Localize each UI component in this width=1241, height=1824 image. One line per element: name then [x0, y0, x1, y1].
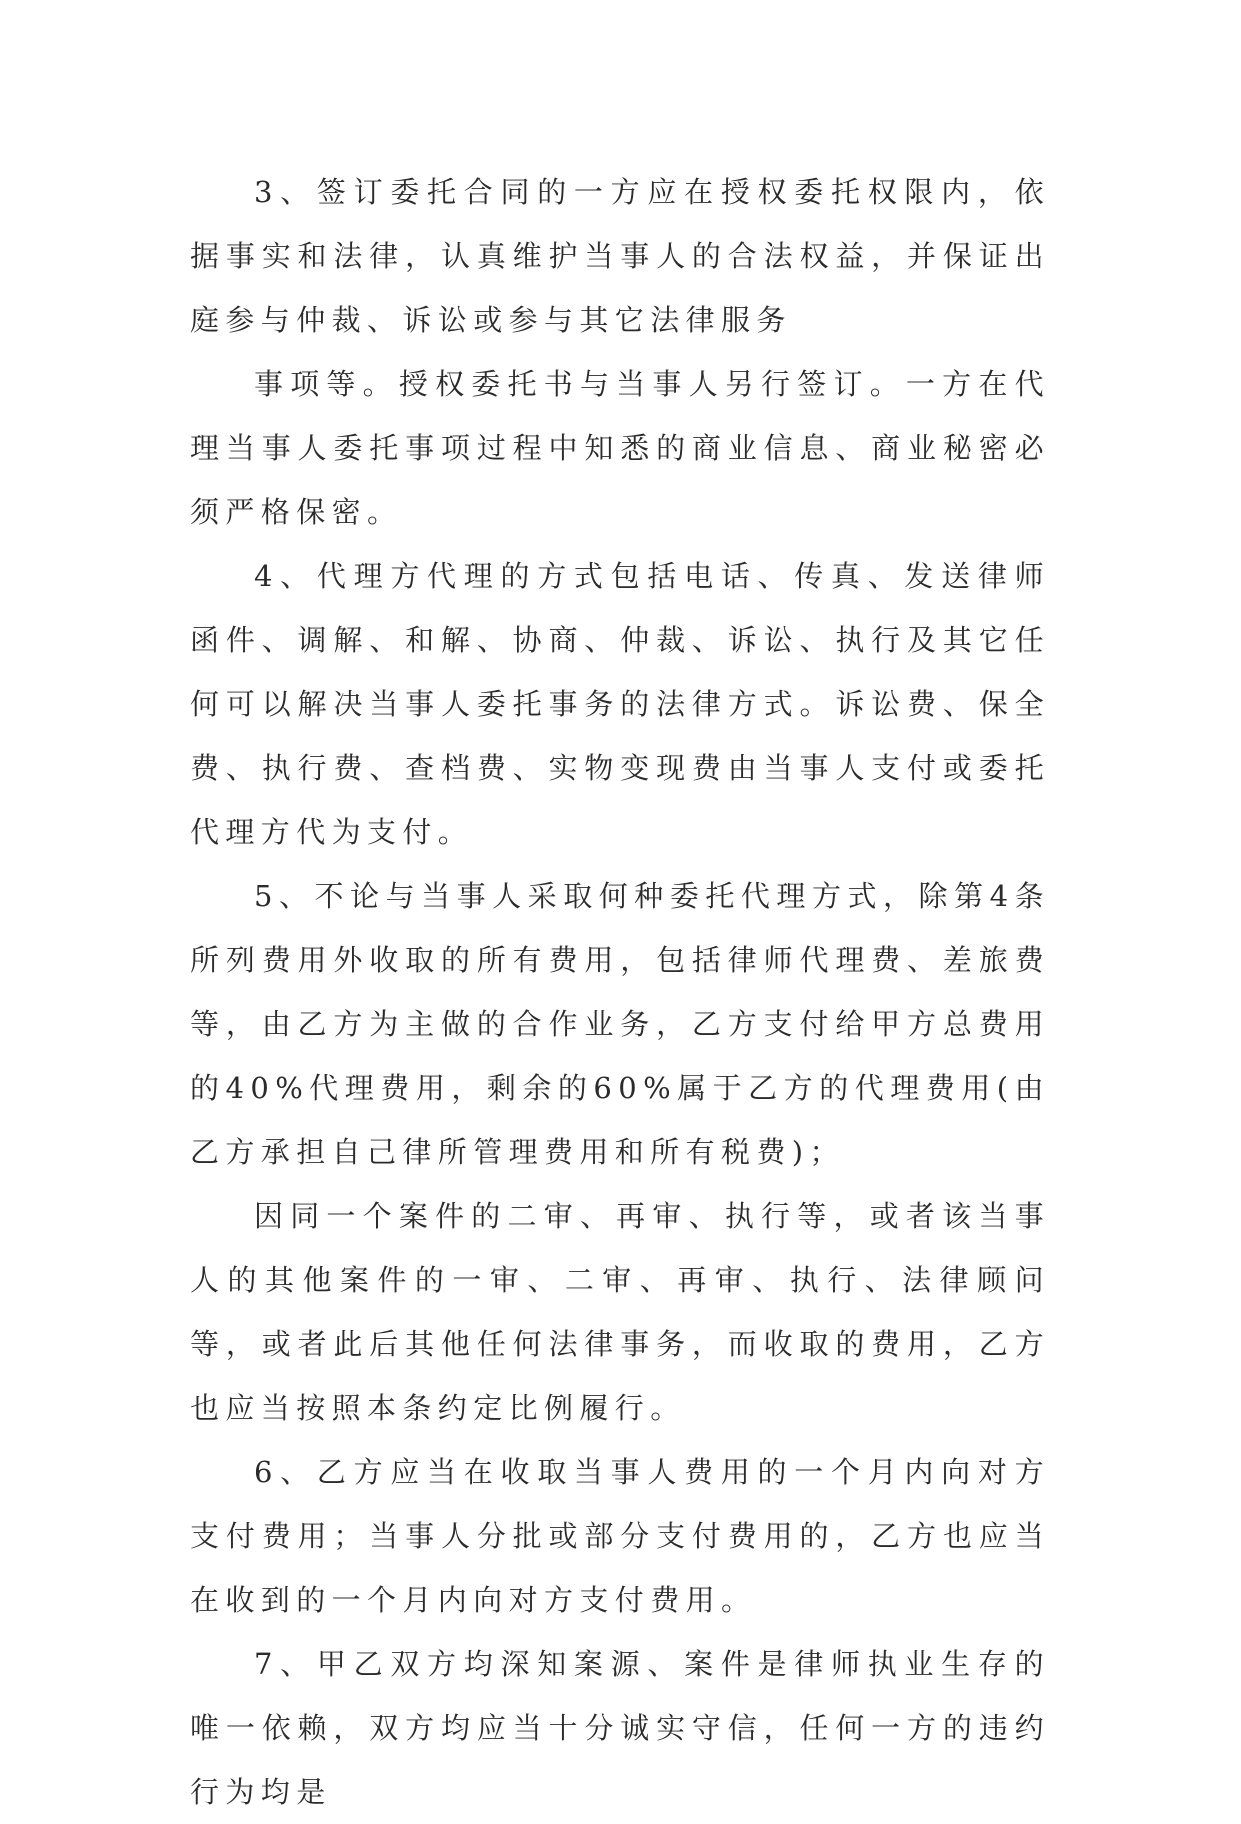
document-body — [190, 160, 1050, 1824]
paragraph-clause-5-continued: 因同一个案件的二审、再审、执行等，或者该当事人的其他案件的一审、二审、再审、执行、法律顾问等，或者此后其他任何法律事务，而收取的费用，乙方也应当按照本条约定比例履行。 — [190, 1199, 1050, 1425]
paragraph-clause-3: 3、签订委托合同的一方应在授权委托权限内，依据事实和法律，认真维护当事人的合法权益，并保证出庭参与仲裁、诉讼或参与其它法律服务 — [190, 175, 1050, 337]
paragraph-clause-6: 6、乙方应当在收取当事人费用的一个月内向对方支付费用；当事人分批或部分支付费用的，乙方也应当在收到的一个月内向对方支付费用。 — [190, 1455, 1050, 1617]
paragraph-clause-3-continued: 事项等。授权委托书与当事人另行签订。一方在代理当事人委托事项过程中知悉的商业信息、商业秘密必须严格保密。 — [190, 367, 1050, 529]
paragraph-clause-7: 7、甲乙双方均深知案源、案件是律师执业生存的唯一依赖，双方均应当十分诚实守信，任何一方的违约行为均是 — [190, 1647, 1050, 1809]
paragraph-clause-5: 5、不论与当事人采取何种委托代理方式，除第4条所列费用外收取的所有费用，包括律师代理费、差旅费等，由乙方为主做的合作业务，乙方支付给甲方总费用的40%代理费用，剩余的60%属于乙方的代理费用(由乙方承担自己律所管理费用和所有税费)； — [190, 879, 1050, 1169]
paragraph-clause-4: 4、代理方代理的方式包括电话、传真、发送律师函件、调解、和解、协商、仲裁、诉讼、执行及其它任何可以解决当事人委托事务的法律方式。诉讼费、保全费、执行费、查档费、实物变现费由当事人支付或委托代理方代为支付。 — [190, 559, 1050, 849]
